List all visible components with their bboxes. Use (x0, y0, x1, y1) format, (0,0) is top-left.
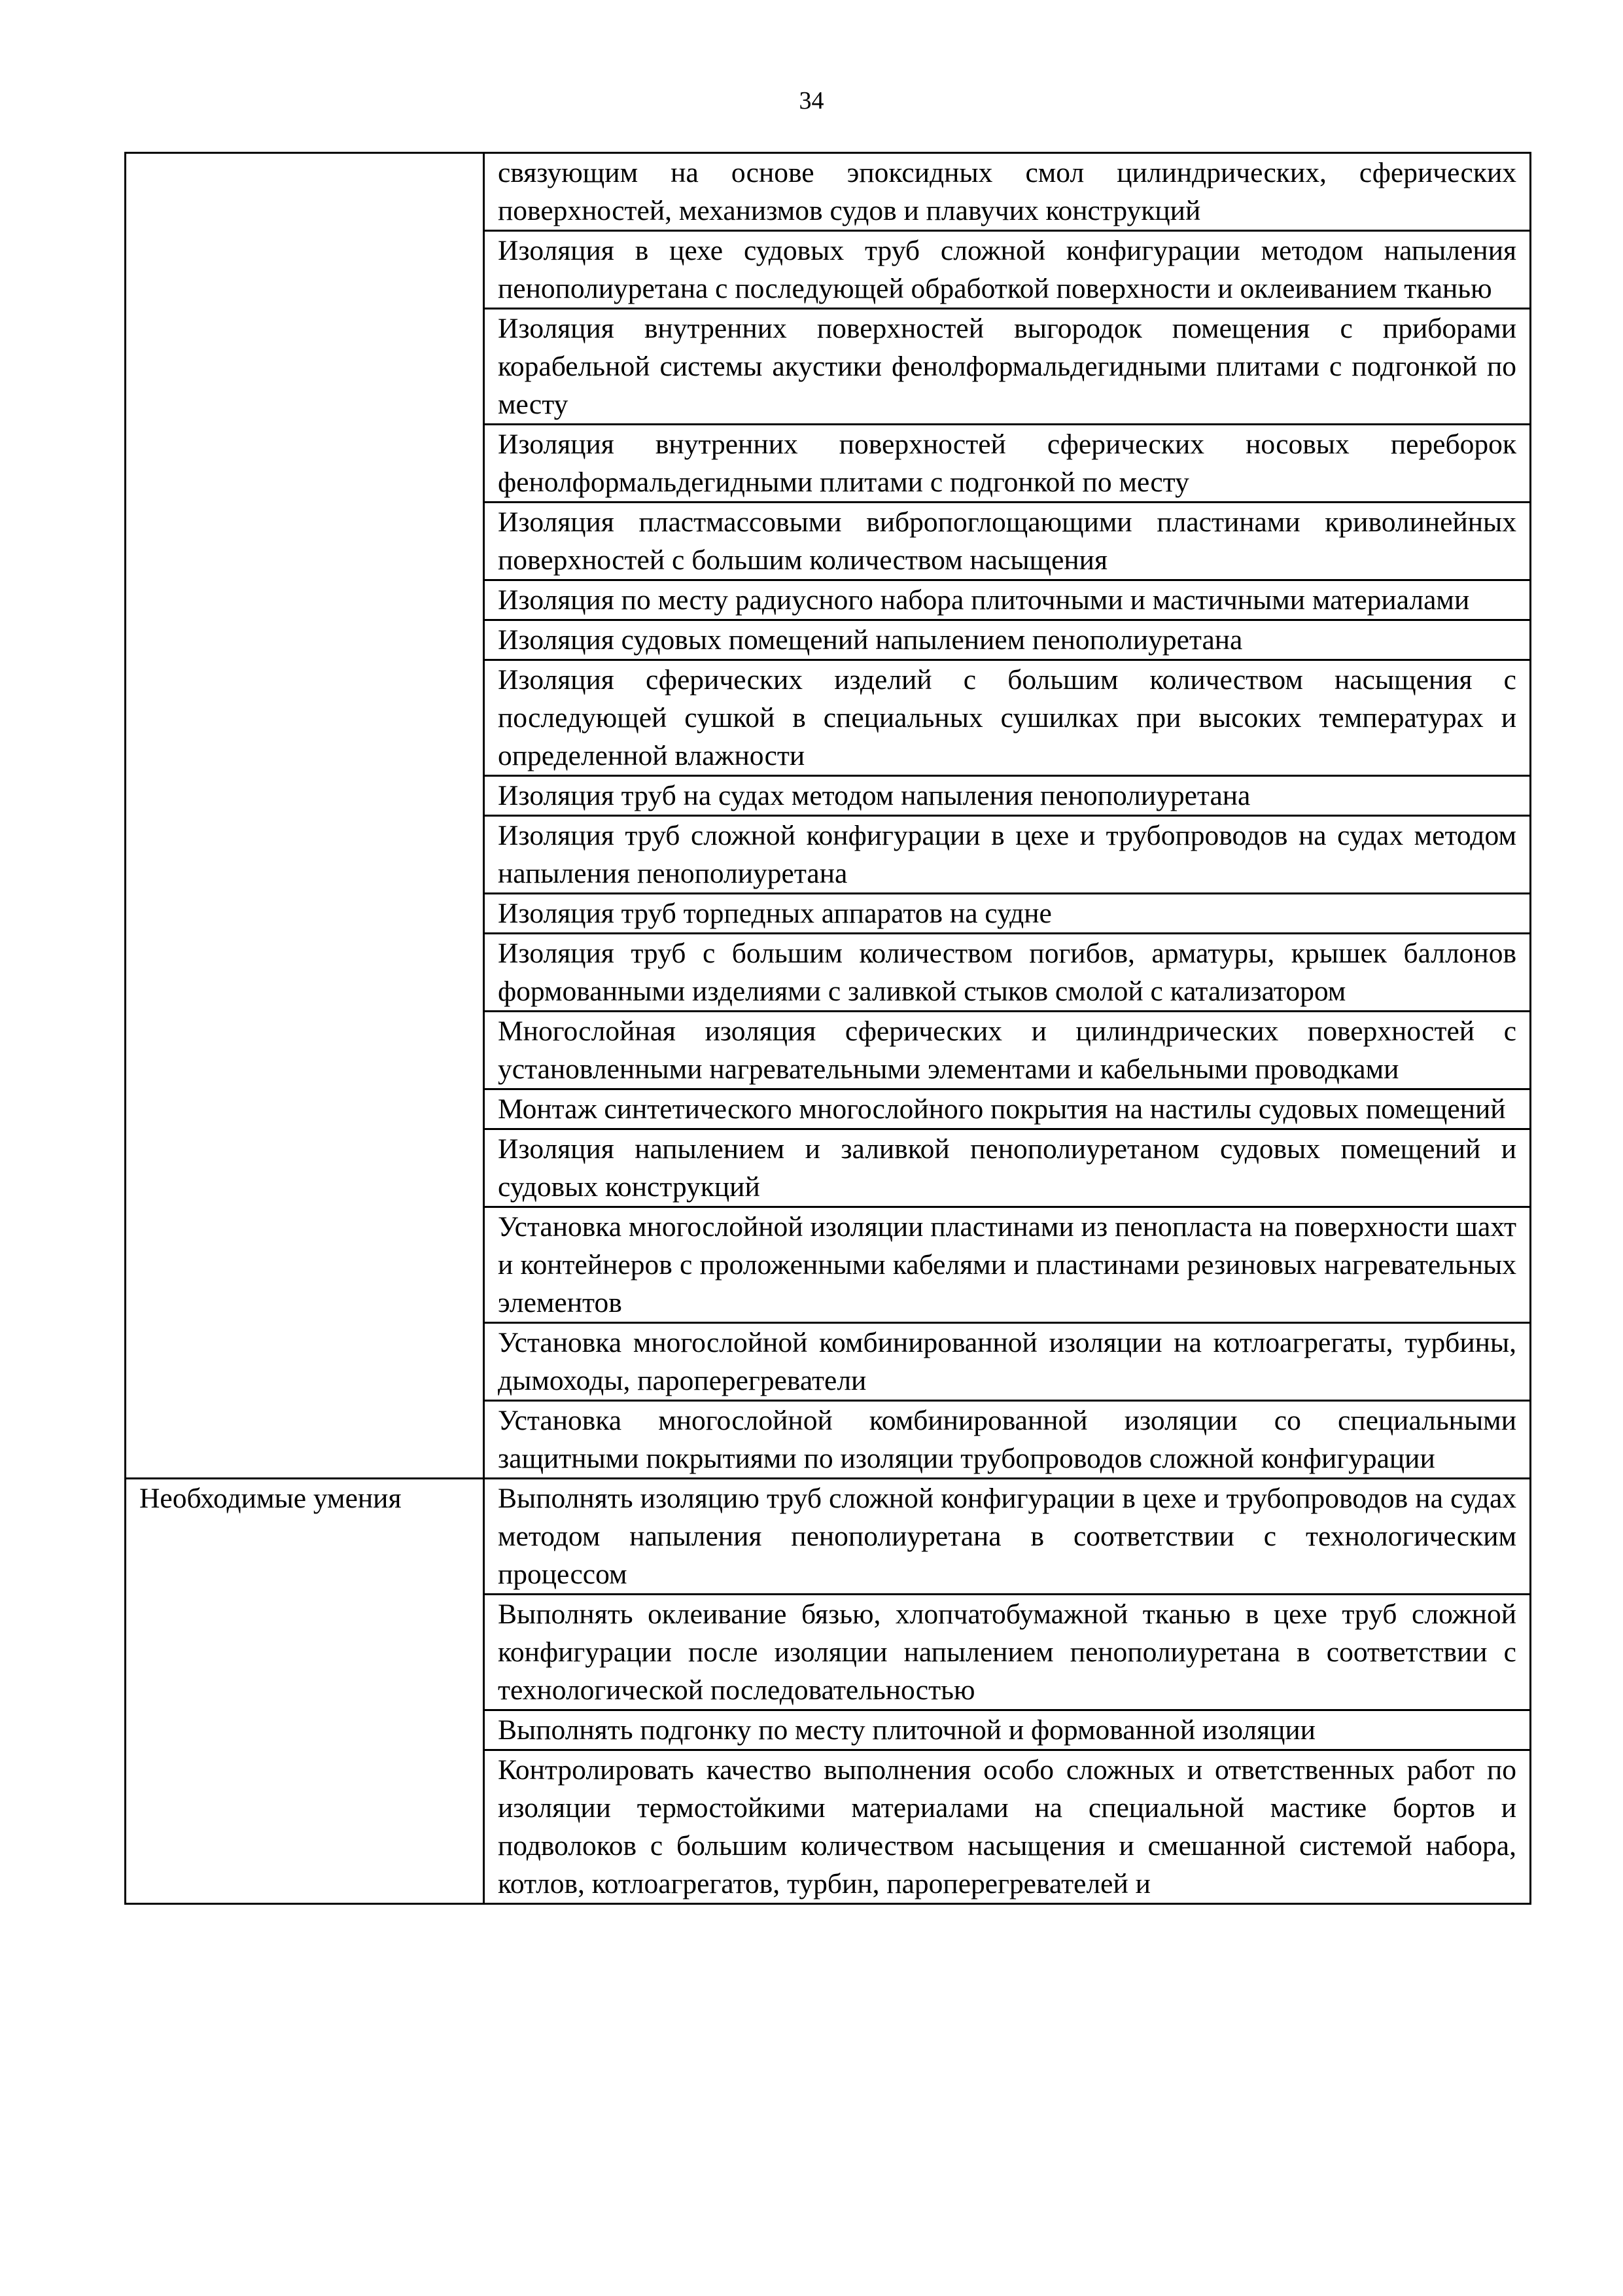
table-cell: Изоляция пластмассовыми вибропоглощающими пластинами криволинейных поверхностей с большим количеством насыщения (484, 503, 1531, 580)
table-cell: Установка многослойной комбинированной изоляции со специальными защитными покрытиями по изоляции трубопроводов сложной конфигурации (484, 1401, 1531, 1479)
table-cell: Контролировать качество выполнения особо сложных и ответственных работ по изоляции термостойкими материалами на специальной мастике бортов и подволоков с большим количеством насыщения и смешанной системой набора, котлов, котлоагрегатов, турбин, пароперегревателей и (484, 1750, 1531, 1904)
table-cell: Выполнять оклеивание бязью, хлопчатобумажной тканью в цехе труб сложной конфигурации после изоляции напылением пенополиуретана в соответствии с технологической последовательностью (484, 1595, 1531, 1710)
table-cell: Изоляция внутренних поверхностей выгородок помещения с приборами корабельной системы акустики фенолформальдегидными плитами с подгонкой по месту (484, 309, 1531, 425)
skills-label-cell: Необходимые умения (126, 1479, 484, 1904)
table-cell: Изоляция внутренних поверхностей сферических носовых переборок фенолформальдегидными плитами с подгонкой по месту (484, 425, 1531, 503)
table-cell: Изоляция в цехе судовых труб сложной конфигурации методом напыления пенополиуретана с последующей обработкой поверхности и оклеиванием тканью (484, 231, 1531, 309)
page-number: 34 (799, 87, 824, 115)
labor-actions-cell (126, 153, 484, 1479)
table-cell: Выполнять изоляцию труб сложной конфигурации в цехе и трубопроводов на судах методом напыления пенополиуретана в соответствии с технологическим процессом (484, 1479, 1531, 1595)
qualification-table (124, 152, 1531, 1905)
table-cell: Изоляция напылением и заливкой пенополиуретаном судовых помещений и судовых конструкций (484, 1129, 1531, 1207)
table-cell: Изоляция труб на судах методом напыления пенополиуретана (484, 776, 1531, 816)
table-cell: Изоляция судовых помещений напылением пенополиуретана (484, 620, 1531, 660)
table-cell: Установка многослойной изоляции пластинами из пенопласта на поверхности шахт и контейнеров с проложенными кабелями и пластинами резиновых нагревательных элементов (484, 1207, 1531, 1323)
table-cell: Монтаж синтетического многослойного покрытия на настилы судовых помещений (484, 1089, 1531, 1129)
table-cell: Изоляция по месту радиусного набора плиточными и мастичными материалами (484, 580, 1531, 620)
table-row (126, 1479, 1531, 1595)
table-cell: Изоляция труб торпедных аппаратов на судне (484, 894, 1531, 934)
table-cell: Изоляция труб с большим количеством погибов, арматуры, крышек баллонов формованными изделиями с заливкой стыков смолой с катализатором (484, 934, 1531, 1012)
table-cell: Установка многослойной комбинированной изоляции на котлоагрегаты, турбины, дымоходы, пароперегреватели (484, 1323, 1531, 1401)
table-cell: Изоляция труб сложной конфигурации в цехе и трубопроводов на судах методом напыления пенополиуретана (484, 816, 1531, 894)
table-cell: Многослойная изоляция сферических и цилиндрических поверхностей с установленными нагревательными элементами и кабельными проводками (484, 1012, 1531, 1089)
table-row (126, 153, 1531, 231)
table-cell: Выполнять подгонку по месту плиточной и формованной изоляции (484, 1710, 1531, 1750)
table-cell: Изоляция сферических изделий с большим количеством насыщения с последующей сушкой в специальных сушилках при высоких температурах и определенной влажности (484, 660, 1531, 776)
table-cell: связующим на основе эпоксидных смол цилиндрических, сферических поверхностей, механизмов судов и плавучих конструкций (484, 153, 1531, 231)
